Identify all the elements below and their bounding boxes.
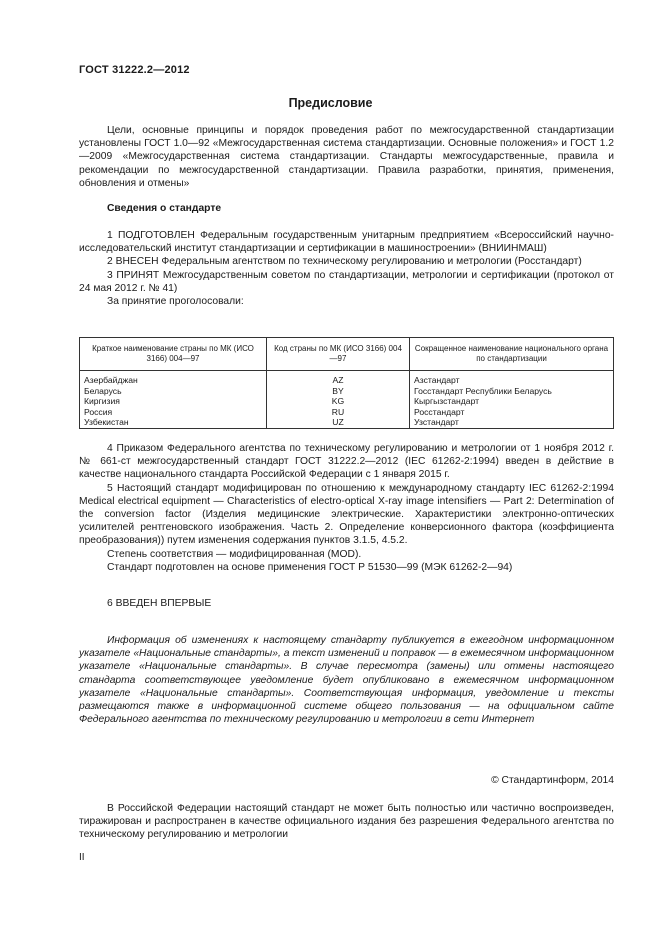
item-6-wrap: [79, 597, 614, 610]
changes-notice: [79, 634, 614, 726]
item-5-modified: 5 Настоящий стандарт модифицирован по отношению к международному стандарту IEC 61262-2:1994 Medical electrical equipment — Characteristics of electro-optical X-ray image intensifiers — Part 2: Determination of the conversion factor (Изделия медицинские электрические. Характеристики электронно-оптических усилителей рентгеновского изображения. Часть 2. Определение конверсионного фактора (коэффициента преобразования)) путем изменения содержания пунктов 3.1.5, 4.5.2.: [79, 482, 614, 547]
item-2-submitted: 2 ВНЕСЕН Федеральным агентством по техническому регулированию и метрологии (Росстандарт): [107, 256, 582, 268]
rights-notice-text: В Российской Федерации настоящий стандарт не может быть полностью или частично воспроизведен, тиражирован и распространен в качестве официального издания без разрешения Федерального агентства по техническому регулированию и метрологии: [79, 803, 614, 841]
column-header-body: Сокращенное наименование национального органа по стандартизации: [410, 338, 614, 371]
intro-paragraph: Цели, основные принципы и порядок проведения работ по межгосударственной стандартизации установлены ГОСТ 1.0—92 «Межгосударственная система стандартизации. Основные положения» и ГОСТ 1.2—2009 «Межгосударственная система стандартизации. Стандарты межгосударственные, правила и рекомендации по межгосударственной стандартизации. Правила разработки, принятия, применения, обновления и отмены»: [79, 125, 614, 189]
cell-body: Узстандарт: [410, 417, 614, 428]
column-header-country: Краткое наименование страны по МК (ИСО 3166) 004—97: [80, 338, 267, 371]
standard-info-items-continued: [79, 442, 614, 574]
table-header-row: [80, 338, 614, 371]
page-title: Предисловие: [288, 96, 373, 110]
table-row: [80, 396, 614, 407]
table-row: [80, 371, 614, 386]
table-row: [80, 407, 614, 418]
item-5-basis: Стандарт подготовлен на основе применения ГОСТ Р 51530—99 (МЭК 61262-2—94): [107, 561, 513, 573]
cell-country: Узбекистан: [80, 417, 267, 428]
table-row: [80, 386, 614, 397]
cell-country: Беларусь: [80, 386, 267, 397]
cell-country: Азербайджан: [80, 371, 267, 386]
item-3-adopted: 3 ПРИНЯТ Межгосударственным советом по стандартизации, метрологии и сертификации (протокол от 24 мая 2012 г. № 41): [79, 269, 614, 294]
standard-info-items: [79, 229, 614, 308]
item-5-degree: Степень соответствия — модифицированная (MOD).: [107, 548, 362, 560]
standard-info-heading: Сведения о стандарте: [107, 203, 222, 214]
cell-code: BY: [267, 386, 410, 397]
item-6-introduced: 6 ВВЕДЕН ВПЕРВЫЕ: [107, 598, 212, 609]
copyright-notice: © Стандартинформ, 2014: [491, 775, 614, 786]
cell-body: Азстандарт: [410, 371, 614, 386]
rights-notice: [79, 802, 614, 842]
table-row: [80, 417, 614, 428]
cell-code: KG: [267, 396, 410, 407]
changes-notice-text: Информация об изменениях к настоящему стандарту публикуется в ежегодном информационном указателе «Национальные стандарты», а текст изменений и поправок — в ежемесячном информационном указателе «Национальные стандарты». В случае пересмотра (замены) или отмены настоящего стандарта соответствующее уведомление будет опубликовано в ежемесячном информационном указателе «Национальные стандарты». Соответствующая информация, уведомление и тексты размещаются также в информационной системе общего пользования — на официальном сайте Федерального агентства по техническому регулированию и метрологии в сети Интернет: [79, 635, 614, 726]
cell-code: UZ: [267, 417, 410, 428]
standard-info-heading-wrap: [79, 202, 614, 215]
item-4-order: 4 Приказом Федерального агентства по техническому регулированию и метрологии от 1 ноября 2012 г. № 661-ст межгосударственный стандарт ГОСТ 31222.2—2012 (IEC 61262-2:1994) введен в действие в качестве национального стандарта Российской Федерации с 1 января 2015 г.: [79, 443, 614, 481]
column-header-code: Код страны по МК (ИСО 3166) 004—97: [267, 338, 410, 371]
cell-body: Росстандарт: [410, 407, 614, 418]
cell-code: RU: [267, 407, 410, 418]
cell-body: Кыргызстандарт: [410, 396, 614, 407]
intro-section: [79, 124, 614, 190]
document-code-header: ГОСТ 31222.2—2012: [79, 64, 190, 76]
page-number: II: [79, 852, 85, 863]
voted-label: За принятие проголосовали:: [107, 296, 244, 308]
item-1-prepared: 1 ПОДГОТОВЛЕН Федеральным государственным унитарным предприятием «Всероссийский научно-исследовательский институт стандартизации и сертификации в машиностроении» (ВНИИНМАШ): [79, 230, 614, 255]
cell-code: AZ: [267, 371, 410, 386]
voting-countries-table: [79, 337, 614, 429]
cell-country: Киргизия: [80, 396, 267, 407]
cell-body: Госстандарт Республики Беларусь: [410, 386, 614, 397]
cell-country: Россия: [80, 407, 267, 418]
